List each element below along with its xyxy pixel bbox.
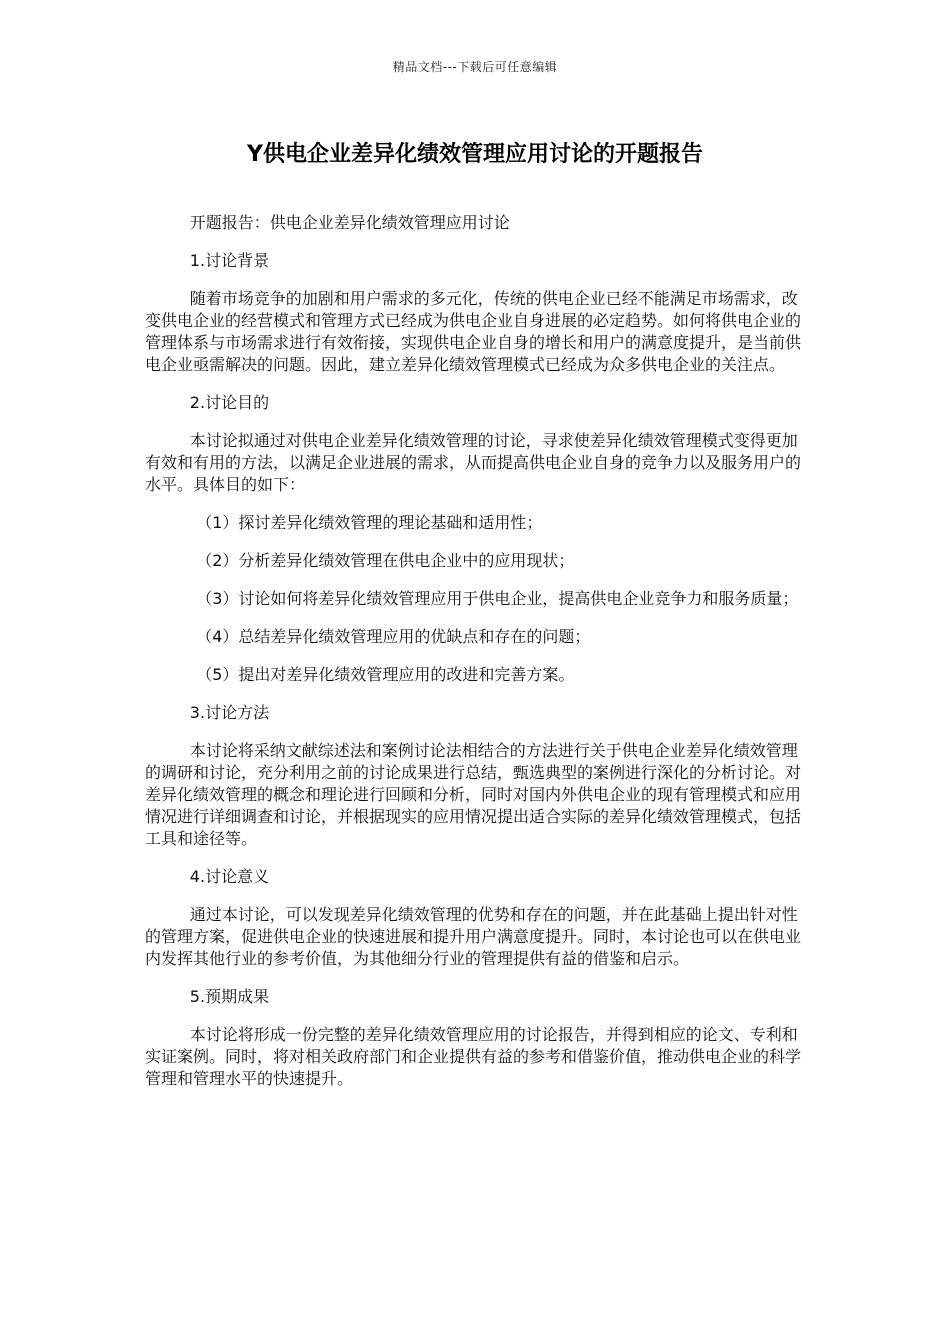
section-heading-significance: 4.讨论意义 <box>189 867 270 886</box>
paragraph-method: 本讨论将采纳文献综述法和案例讨论法相结合的方法进行关于供电企业差异化绩效管理的调研和讨论，充分利用之前的讨论成果进行总结，甄选典型的案例进行深化的分析讨论。对差异化绩效管理的概念和理论进行回顾和分析，同时对国内外供电企业的现有管理模式和应用情况进行详细调查和讨论，并根据现实的应用情况提出适合实际的差异化绩效管理模式，包括工具和途径等。 <box>145 741 802 848</box>
purpose-item-4: （4）总结差异化绩效管理应用的优缺点和存在的问题； <box>196 627 591 646</box>
section-heading-purpose: 2.讨论目的 <box>189 393 270 412</box>
document-title: Y供电企业差异化绩效管理应用讨论的开题报告 <box>247 142 703 167</box>
purpose-item-3: （3）讨论如何将差异化绩效管理应用于供电企业，提高供电企业竞争力和服务质量； <box>196 589 799 608</box>
purpose-item-5: （5）提出对差异化绩效管理应用的改进和完善方案。 <box>196 665 575 684</box>
section-heading-method: 3.讨论方法 <box>189 703 270 722</box>
purpose-item-2: （2）分析差异化绩效管理在供电企业中的应用现状； <box>196 551 575 570</box>
section-heading-outcomes: 5.预期成果 <box>189 987 270 1006</box>
paragraph-significance: 通过本讨论，可以发现差异化绩效管理的优势和存在的问题，并在此基础上提出针对性的管理方案，促进供电企业的快速进展和提升用户满意度提升。同时，本讨论也可以在供电业内发挥其他行业的参考价值，为其他细分行业的管理提供有益的借鉴和启示。 <box>145 905 802 968</box>
paragraph-outcomes: 本讨论将形成一份完整的差异化绩效管理应用的讨论报告，并得到相应的论文、专利和实证案例。同时，将对相关政府部门和企业提供有益的参考和借鉴价值，推动供电企业的科学管理和管理水平的快速提升。 <box>145 1025 802 1088</box>
paragraph-purpose: 本讨论拟通过对供电企业差异化绩效管理的讨论，寻求使差异化绩效管理模式变得更加有效和有用的方法，以满足企业进展的需求，从而提高供电企业自身的竞争力以及服务用户的水平。具体目的如下： <box>145 431 802 494</box>
section-heading-background: 1.讨论背景 <box>189 251 270 270</box>
document-body <box>145 212 805 1106</box>
purpose-item-1: （1）探讨差异化绩效管理的理论基础和适用性； <box>196 513 543 532</box>
intro-line: 开题报告：供电企业差异化绩效管理应用讨论 <box>189 213 510 232</box>
paragraph-background: 随着市场竞争的加剧和用户需求的多元化，传统的供电企业已经不能满足市场需求，改变供电企业的经营模式和管理方式已经成为供电企业自身进展的必定趋势。如何将供电企业的管理体系与市场需求进行有效衔接，实现供电企业自身的增长和用户的满意度提升，是当前供电企业亟需解决的问题。因此，建立差异化绩效管理模式已经成为众多供电企业的关注点。 <box>145 289 802 374</box>
page-header: 精品文档---下载后可任意编辑 <box>392 60 558 74</box>
